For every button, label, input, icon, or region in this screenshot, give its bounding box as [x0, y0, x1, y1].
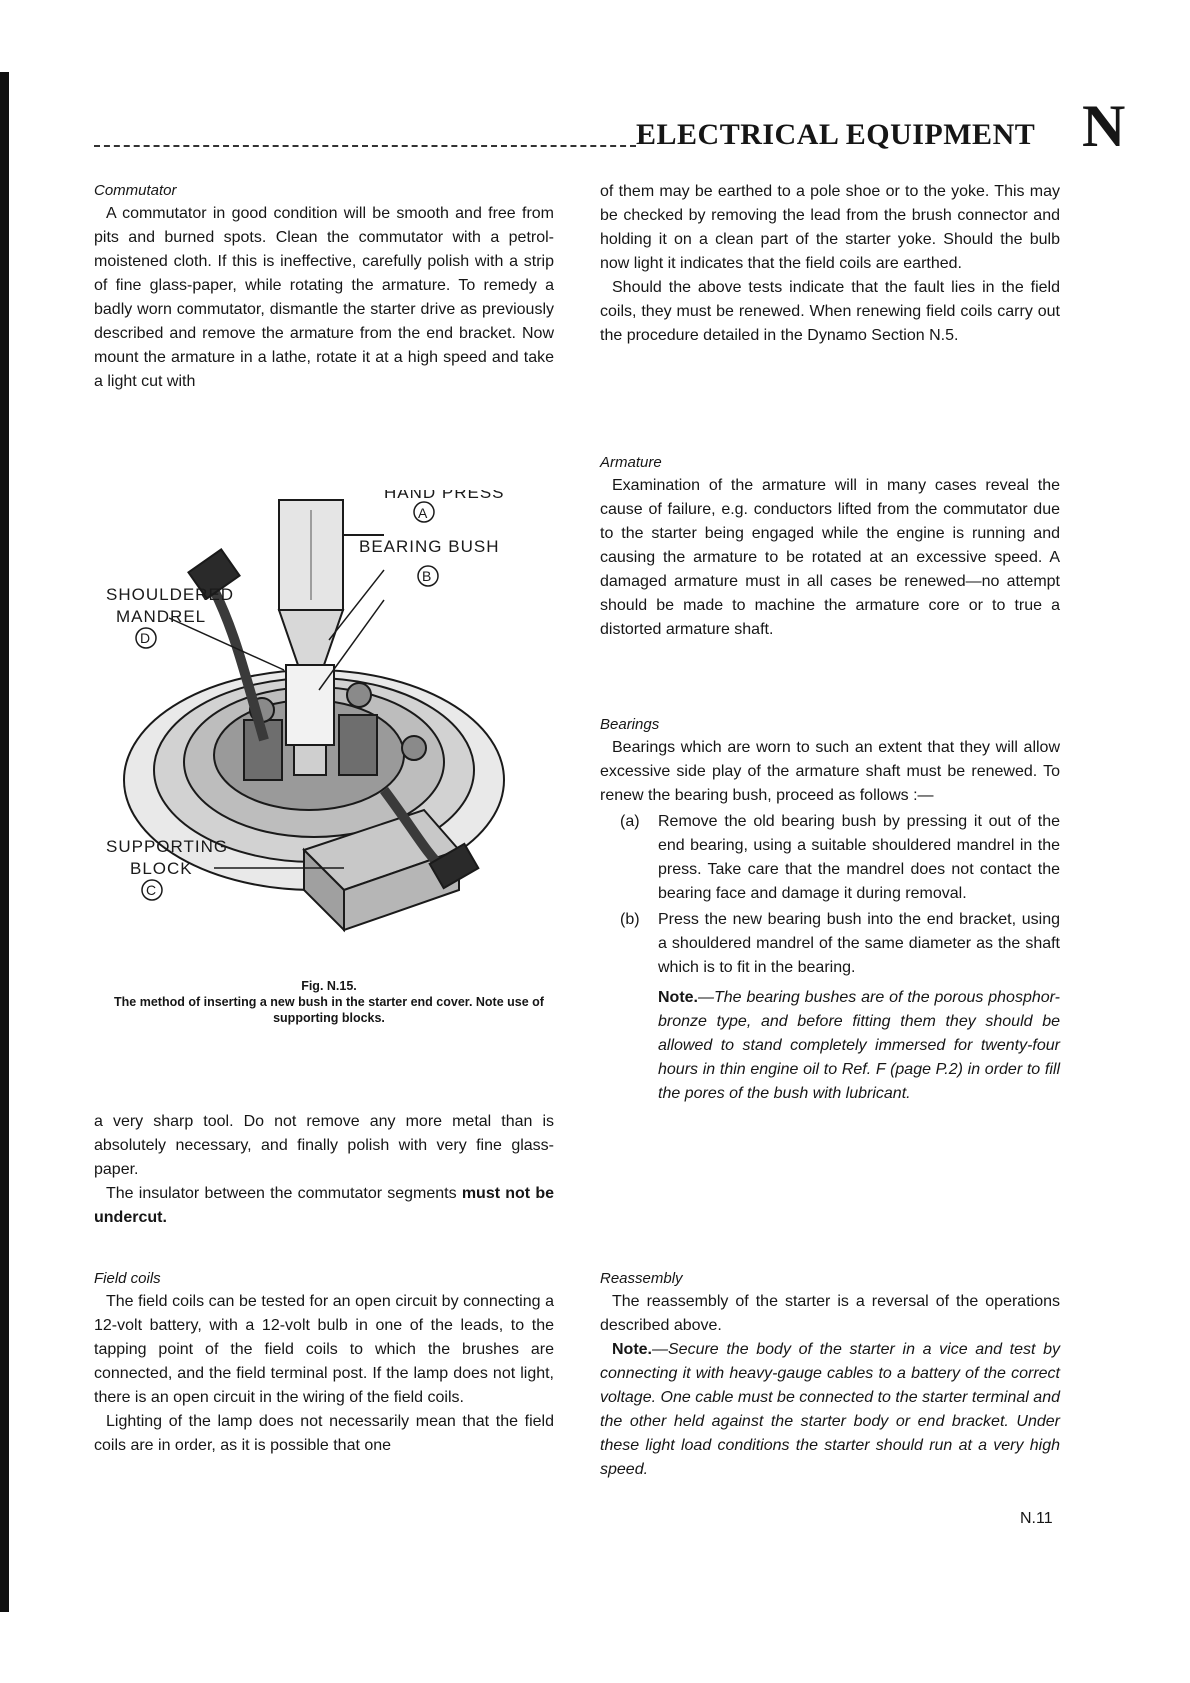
- label-b: B: [422, 568, 433, 584]
- armature-section: [600, 452, 1060, 642]
- reassembly-note-text: —Secure the body of the starter in a vice and test by connecting it with heavy-gauge cables to a battery of the correct voltage. One cable must be connected to the starter terminal and the other held against the starter body or end bracket. Under these light load conditions the starter should run at a very high speed.: [600, 1341, 1060, 1478]
- bearings-step-a-label: (a): [620, 813, 640, 830]
- label-c: C: [146, 882, 158, 898]
- reassembly-note-lead: Note.: [612, 1341, 652, 1358]
- figure-caption-title: Fig. N.15.: [301, 979, 357, 993]
- bearings-paragraph-1: Bearings which are worn to such an extent that they will allow excessive side play of the armature shaft must be renewed. To renew the bearing bush, proceed as follows :—: [600, 739, 1060, 804]
- binding-edge: [0, 72, 9, 1612]
- bearings-note: [600, 986, 1060, 1106]
- field-coils-heading: Field coils: [94, 1270, 161, 1287]
- reassembly-section: [600, 1268, 1060, 1482]
- commutator-paragraph-3-text: The insulator between the commutator segments: [106, 1185, 462, 1202]
- reassembly-heading: Reassembly: [600, 1270, 683, 1287]
- armature-heading: Armature: [600, 454, 662, 471]
- figure-caption-text: The method of inserting a new bush in the starter end cover. Note use of supporting blocks.: [114, 995, 544, 1025]
- field-coils-continued: [600, 180, 1060, 348]
- armature-paragraph-1: Examination of the armature will in many cases reveal the cause of failure, e.g. conductors lifted from the commutator due to the starter being engaged while the engine is running and causing the armature to be rotated at an excessive speed. A damaged armature must in all cases be renewed—no attempt should be made to machine the armature core or to true a distorted armature shaft.: [600, 477, 1060, 638]
- figure-n15: [94, 490, 564, 980]
- bearings-note-lead: Note.: [658, 989, 698, 1006]
- field-coils-continued-paragraph-1: of them may be earthed to a pole shoe or to the yoke. This may be checked by removing the lead from the brush connector and holding it on a clean part of the starter yoke. Should the bulb now light it indicates that the field coils are earthed.: [600, 183, 1060, 272]
- bearings-step-b: [600, 908, 1060, 980]
- commutator-paragraph-3: [94, 1182, 554, 1230]
- label-a: A: [418, 505, 429, 521]
- brush-holder-right: [339, 715, 377, 775]
- bearings-step-a-text: Remove the old bearing bush by pressing it out of the end bearing, using a suitable shouldered mandrel in the press. Take care that the mandrel does not contact the bearing face and damage it during removal.: [658, 813, 1060, 902]
- label-d: D: [140, 630, 152, 646]
- reassembly-paragraph-1: The reassembly of the starter is a reversal of the operations described above.: [600, 1293, 1060, 1334]
- field-coils-paragraph-1: The field coils can be tested for an open circuit by connecting a 12-volt battery, with a 12-volt bulb in one of the leads, to the tapping point of the field coils to which the brushes are connected, and the field terminal post. If the lamp does not light, there is an open circuit in the wiring of the field coils.: [94, 1293, 554, 1406]
- section-letter: N: [1082, 93, 1126, 159]
- page-number: N.11: [1020, 1510, 1053, 1527]
- commutator-warning: must not be undercut.: [94, 1185, 554, 1226]
- label-mandrel: MANDREL: [116, 607, 207, 626]
- reassembly-note: [600, 1338, 1060, 1482]
- bearings-step-b-label: (b): [620, 911, 640, 928]
- field-coils-paragraph-2: Lighting of the lamp does not necessarily mean that the field coils are in order, as it is possible that one: [94, 1413, 554, 1454]
- label-supporting: SUPPORTING: [106, 837, 229, 856]
- bearings-heading: Bearings: [600, 716, 660, 733]
- commutator-paragraph-1: A commutator in good condition will be smooth and free from pits and burned spots. Clean the commutator with a petrol-moistened cloth. If this is ineffective, carefully polish with a strip of fine glass-paper, while rotating the armature. To remedy a badly worn commutator, dismantle the starter drive as previously described and remove the armature from the end bracket. Now mount the armature in a lathe, rotate it at a high speed and take a light cut with: [94, 205, 554, 390]
- commutator-section: [94, 180, 554, 394]
- bearings-note-text: —The bearing bushes are of the porous phosphor-bronze type, and before fitting them they should be allowed to stand completely immersed for twenty-four hours in thin engine oil to Ref. F (page P.2) in order to fill the pores of the bush with lubricant.: [658, 989, 1060, 1102]
- bearings-step-a: [600, 810, 1060, 906]
- header-rule: [94, 145, 636, 147]
- section-header-title: ELECTRICAL EQUIPMENT: [636, 118, 1036, 151]
- bearing-press-illustration: [94, 490, 564, 980]
- bearings-step-b-text: Press the new bearing bush into the end bracket, using a shouldered mandrel of the same diameter as the shaft which is to fit in the bearing.: [658, 911, 1060, 976]
- field-coils-continued-paragraph-2: Should the above tests indicate that the fault lies in the field coils, they must be renewed. When renewing field coils carry out the procedure detailed in the Dynamo Section N.5.: [600, 279, 1060, 344]
- field-coils-section: [94, 1268, 554, 1458]
- label-shouldered: SHOULDERED: [106, 585, 235, 604]
- commutator-continued: [94, 1110, 554, 1230]
- label-hand-press: HAND PRESS: [384, 490, 505, 502]
- commutator-heading: Commutator: [94, 182, 177, 199]
- bearings-section: [600, 714, 1060, 1106]
- figure-caption: [94, 978, 564, 1026]
- label-bearing-bush: BEARING BUSH: [359, 537, 500, 556]
- commutator-paragraph-2: a very sharp tool. Do not remove any more metal than is absolutely necessary, and finally polish with very fine glass-paper.: [94, 1113, 554, 1178]
- label-block: BLOCK: [130, 859, 193, 878]
- shouldered-mandrel: [286, 665, 334, 745]
